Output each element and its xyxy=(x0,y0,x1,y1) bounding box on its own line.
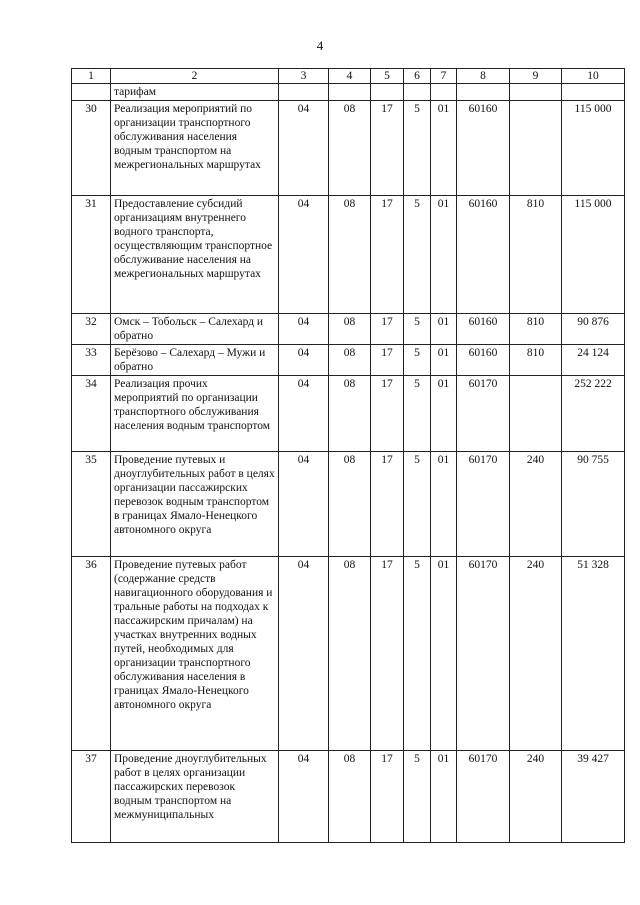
cell-col4: 08 xyxy=(329,345,371,376)
row-number: 32 xyxy=(72,314,111,345)
cell-col4: 08 xyxy=(329,557,371,751)
continuation-text: тарифам xyxy=(111,84,279,101)
row-name: Берёзово – Салехард – Мужи и обратно xyxy=(111,345,279,376)
row-number: 34 xyxy=(72,376,111,452)
column-header: 6 xyxy=(404,69,431,84)
page-number: 4 xyxy=(316,38,324,53)
table-row xyxy=(72,751,625,843)
cell-col7: 01 xyxy=(431,557,457,751)
cell-col7: 01 xyxy=(431,345,457,376)
column-header: 9 xyxy=(510,69,562,84)
cell-col8: 60170 xyxy=(457,557,510,751)
cell-col3: 04 xyxy=(279,345,329,376)
cell-col4: 08 xyxy=(329,751,371,843)
cell-amount: 90 876 xyxy=(562,314,625,345)
cell-col4: 08 xyxy=(329,376,371,452)
cell-col3: 04 xyxy=(279,314,329,345)
cell-col6: 5 xyxy=(404,196,431,314)
column-header: 4 xyxy=(329,69,371,84)
cell-col8: 60170 xyxy=(457,452,510,557)
row-number: 36 xyxy=(72,557,111,751)
cell-amount: 115 000 xyxy=(562,101,625,196)
cell-col4: 08 xyxy=(329,196,371,314)
cell-col8: 60160 xyxy=(457,196,510,314)
cell-col8: 60170 xyxy=(457,376,510,452)
cell-col6: 5 xyxy=(404,314,431,345)
cell-amount: 252 222 xyxy=(562,376,625,452)
cell-col7: 01 xyxy=(431,376,457,452)
cell-col6: 5 xyxy=(404,557,431,751)
cell-col3: 04 xyxy=(279,376,329,452)
cell-amount: 51 328 xyxy=(562,557,625,751)
cell-col9: 240 xyxy=(510,751,562,843)
cell-col8: 60160 xyxy=(457,314,510,345)
cell-col3: 04 xyxy=(279,196,329,314)
row-name: Проведение путевых работ (содержание средств навигационного оборудования и тральные работы на подходах к пассажирским причалам) на участках внутренних водных путей, необходимых для организации транспортного обслуживания населения в границах Ямало-Ненецкого автономного округа xyxy=(111,557,279,751)
cell-col6: 5 xyxy=(404,345,431,376)
row-number: 35 xyxy=(72,452,111,557)
table-row xyxy=(72,452,625,557)
cell-col5: 17 xyxy=(371,101,404,196)
cell-col9 xyxy=(510,101,562,196)
cell-col6: 5 xyxy=(404,376,431,452)
cell-col9: 810 xyxy=(510,196,562,314)
budget-table xyxy=(71,68,625,843)
column-header: 7 xyxy=(431,69,457,84)
cell-col8: 60170 xyxy=(457,751,510,843)
cell-col9 xyxy=(510,376,562,452)
table-row xyxy=(72,101,625,196)
cell-col8: 60160 xyxy=(457,345,510,376)
cell-col7: 01 xyxy=(431,751,457,843)
cell-col5: 17 xyxy=(371,314,404,345)
table-row xyxy=(72,345,625,376)
cell-col5: 17 xyxy=(371,196,404,314)
cell-col7: 01 xyxy=(431,196,457,314)
cell-col9: 810 xyxy=(510,345,562,376)
continuation-row xyxy=(72,84,625,101)
cell-col9: 810 xyxy=(510,314,562,345)
row-number: 33 xyxy=(72,345,111,376)
column-header: 2 xyxy=(111,69,279,84)
cell-col5: 17 xyxy=(371,751,404,843)
cell-col8: 60160 xyxy=(457,101,510,196)
cell-col5: 17 xyxy=(371,376,404,452)
column-header: 10 xyxy=(562,69,625,84)
cell-col3: 04 xyxy=(279,751,329,843)
row-number: 37 xyxy=(72,751,111,843)
table-row xyxy=(72,376,625,452)
cell-amount: 24 124 xyxy=(562,345,625,376)
table-row xyxy=(72,557,625,751)
column-header: 8 xyxy=(457,69,510,84)
cell-col5: 17 xyxy=(371,557,404,751)
cell-col5: 17 xyxy=(371,345,404,376)
cell-col3: 04 xyxy=(279,557,329,751)
cell-col4: 08 xyxy=(329,101,371,196)
table-row xyxy=(72,196,625,314)
table-row xyxy=(72,314,625,345)
row-name: Реализация прочих мероприятий по организации транспортного обслуживания населения водным транспортом xyxy=(111,376,279,452)
row-name: Реализация мероприятий по организации транспортного обслуживания населения водным транспортом на межрегиональных маршрутах xyxy=(111,101,279,196)
row-name: Проведение путевых и дноуглубительных работ в целях организации пассажирских перевозок водным транспортом в границах Ямало-Ненецкого автономного округа xyxy=(111,452,279,557)
cell-col6: 5 xyxy=(404,452,431,557)
cell-amount: 90 755 xyxy=(562,452,625,557)
cell-col7: 01 xyxy=(431,452,457,557)
cell-col3: 04 xyxy=(279,101,329,196)
cell-amount: 39 427 xyxy=(562,751,625,843)
column-header: 3 xyxy=(279,69,329,84)
cell-col9: 240 xyxy=(510,452,562,557)
cell-col4: 08 xyxy=(329,452,371,557)
cell-amount: 115 000 xyxy=(562,196,625,314)
row-number: 31 xyxy=(72,196,111,314)
cell-col4: 08 xyxy=(329,314,371,345)
cell-col6: 5 xyxy=(404,101,431,196)
cell-col6: 5 xyxy=(404,751,431,843)
row-name: Проведение дноуглубительных работ в целях организации пассажирских перевозок водным транспортом на межмуниципальных xyxy=(111,751,279,843)
cell-col5: 17 xyxy=(371,452,404,557)
column-header: 5 xyxy=(371,69,404,84)
row-number: 30 xyxy=(72,101,111,196)
cell-col3: 04 xyxy=(279,452,329,557)
row-name: Омск – Тобольск – Салехард и обратно xyxy=(111,314,279,345)
column-header: 1 xyxy=(72,69,111,84)
row-name: Предоставление субсидий организациям внутреннего водного транспорта, осуществляющим транспортное обслуживание населения на межрегиональных маршрутах xyxy=(111,196,279,314)
cell-col7: 01 xyxy=(431,314,457,345)
header-row xyxy=(72,69,625,84)
cell-col7: 01 xyxy=(431,101,457,196)
cell-col9: 240 xyxy=(510,557,562,751)
